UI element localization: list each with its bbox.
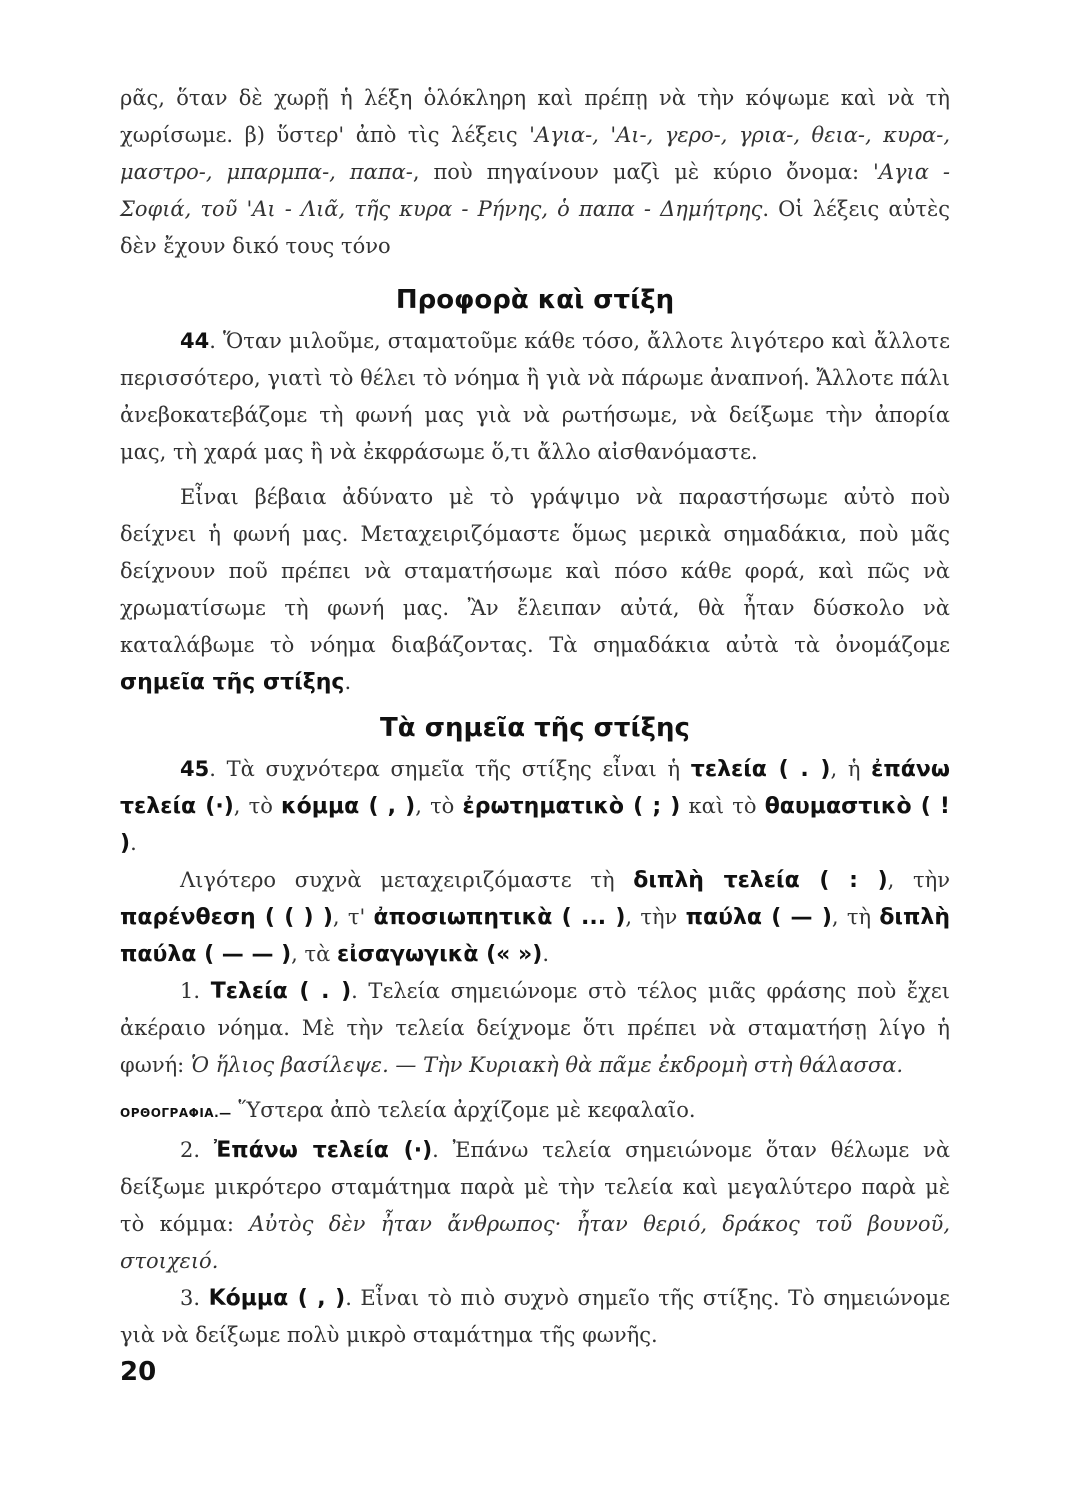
term: ἀποσιωπητικὰ ( ... ) xyxy=(373,905,626,930)
text: . Τὰ συχνότερα σημεῖα τῆς στίξης εἶναι ἡ xyxy=(209,757,691,781)
term: ἐρωτηματικὸ ( ; ) xyxy=(462,794,681,819)
item-komma xyxy=(120,1280,950,1354)
text: , τ' xyxy=(332,905,374,929)
paragraph-number: 44 xyxy=(180,329,210,353)
item-teleia xyxy=(120,973,950,1084)
paragraph-number: 45 xyxy=(180,757,210,781)
item-title: Ἐπάνω τελεία (·) xyxy=(213,1138,433,1163)
item-title: Τελεία ( . ) xyxy=(210,979,352,1004)
paragraph-marks-intro xyxy=(120,479,950,701)
paragraph-less-frequent xyxy=(120,862,950,973)
item-title: Κόμμα ( , ) xyxy=(208,1286,346,1311)
text: Ὕστερα ἀπὸ τελεία ἀρχίζομε μὲ κεφαλαῖο. xyxy=(231,1098,696,1122)
item-number: 1. xyxy=(180,979,201,1003)
text: , τὸ xyxy=(233,794,282,818)
item-number: 3. xyxy=(180,1286,201,1310)
term: ἐπάνω τελεία (·) xyxy=(120,757,950,819)
term: τελεία ( . ) xyxy=(690,757,831,782)
example: Αὐτὸς δὲν ἦταν ἄνθρωπος· ἦταν θεριό, δράκος τοῦ βουνοῦ, στοιχειό. xyxy=(120,1212,950,1273)
text: , τὰ xyxy=(291,942,337,966)
orthography-label: ΟΡΘΟΓΡΑΦΙΑ.— xyxy=(120,1106,232,1120)
text-column xyxy=(120,80,950,1354)
text: καὶ τὸ xyxy=(680,794,765,818)
term: παρένθεση ( ( ) ) xyxy=(120,905,333,930)
page-number: 20 xyxy=(120,1357,157,1387)
text: . Οἱ λέξεις αὐτὲς δὲν ἔχουν δικό τους τόνο xyxy=(120,197,950,258)
text: Εἶναι βέβαια ἀδύνατο μὲ τὸ γράψιμο νὰ παραστήσωμε αὐτὸ ποὺ δείχνει ἡ φωνή μας. Μεταχειριζόμαστε ὅμως μερικὰ σημαδάκια, ποὺ μᾶς δείχνουν ποῦ πρέπει νὰ σταματήσωμε καὶ πόσο κάθε φορά, καὶ πῶς νὰ χρωματίσωμε τὴ φωνή μας. Ἂν ἔλειπαν αὐτά, θὰ ἦταν δύσκολο νὰ καταλάβωμε τὸ νόημα διαβάζοντας. Τὰ σημαδάκια αὐτὰ τὰ ὀνομάζομε xyxy=(120,485,950,657)
text: , ἡ xyxy=(830,757,872,781)
text: . Ὅταν μιλοῦμε, σταματοῦμε κάθε τόσο, ἄλλοτε λιγότερο καὶ ἄλλοτε περισσότερο, γιατὶ τὸ θέλει τὸ νόημα ἢ γιὰ νὰ πάρωμε ἀναπνοή. Ἄλλοτε πάλι ἀνεβοκατεβάζομε τὴ φωνή μας γιὰ νὰ ρωτήσωμε, νὰ δείξωμε τὴν ἀπορία μας, τὴ χαρά μας ἢ νὰ ἐκφράσωμε ὅ,τι ἄλλο αἰσθανόμαστε. xyxy=(120,329,950,464)
term: διπλὴ παύλα ( — — ) xyxy=(120,905,950,967)
term: παύλα ( — ) xyxy=(685,905,832,930)
examples-names: 'Αγια - Σοφιά, τοῦ 'Αι - Λιᾶ, τῆς κυρα - Ρήνης, ὁ παπα - Δημήτρης xyxy=(120,160,950,221)
text: , τὴν xyxy=(887,868,951,892)
section-heading-pronunciation: Προφορὰ καὶ στίξη xyxy=(395,285,675,315)
term: κόμμα ( , ) xyxy=(281,794,416,819)
text: , τὸ xyxy=(415,794,463,818)
item-epano-teleia xyxy=(120,1132,950,1280)
text: . xyxy=(344,670,352,694)
text: ρᾶς, ὅταν δὲ χωρῇ ἡ λέξη ὁλόκληρη καὶ πρέπῃ νὰ τὴν κόψωμε καὶ νὰ τὴ χωρίσωμε. β) ὕστερ' ἀπὸ τὶς λέξεις xyxy=(120,86,950,147)
text: . Τελεία σημειώνομε στὸ τέλος μιᾶς φράσης ποὺ ἔχει ἀκέραιο νόημα. Μὲ τὴν τελεία δείχνομε ὅτι πρέπει νὰ σταματήσῃ λίγο ἡ φωνή: xyxy=(120,979,950,1077)
term: σημεῖα τῆς στίξης xyxy=(120,670,345,695)
text: , τὴ xyxy=(831,905,880,929)
text: . xyxy=(130,831,137,855)
text: , ποὺ πηγαίνουν μαζὶ μὲ κύριο ὄνομα: xyxy=(412,160,874,184)
item-number: 2. xyxy=(180,1138,201,1162)
text: . xyxy=(542,942,549,966)
paragraph-45 xyxy=(120,751,950,862)
text: . Εἶναι τὸ πιὸ συχνὸ σημεῖο τῆς στίξης. Τὸ σημειώνομε γιὰ νὰ δείξωμε πολὺ μικρὸ σταμάτημα τῆς φωνῆς. xyxy=(120,1286,950,1347)
text: , τὴν xyxy=(625,905,686,929)
orthography-note xyxy=(120,1092,950,1132)
text: . Ἐπάνω τελεία σημειώνομε ὅταν θέλωμε νὰ δείξωμε μικρότερο σταμάτημα παρὰ μὲ τὴν τελεία καὶ μεγαλύτερο παρὰ μὲ τὸ κόμμα: xyxy=(120,1138,950,1236)
paragraph-44 xyxy=(120,323,950,471)
term: θαυμαστικὸ ( ! ) xyxy=(120,794,950,856)
example: Ὁ ἥλιος βασίλεψε. — Τὴν Κυριακὴ θὰ πᾶμε ἐκδρομὴ στὴ θάλασσα. xyxy=(190,1053,904,1077)
section-heading-punctuation: Τὰ σημεῖα τῆς στίξης xyxy=(380,713,690,743)
examples-prefixes: 'Αγια-, 'Αι-, γερο-, γρια-, θεια-, κυρα-, μαστρο-, μπαρμπα-, παπα- xyxy=(120,123,951,184)
term: διπλὴ τελεία ( : ) xyxy=(633,868,888,893)
paragraph-continued xyxy=(120,80,950,265)
text: Λιγότερο συχνὰ μεταχειριζόμαστε τὴ xyxy=(180,868,634,892)
term: εἰσαγωγικὰ (« ») xyxy=(336,942,543,967)
